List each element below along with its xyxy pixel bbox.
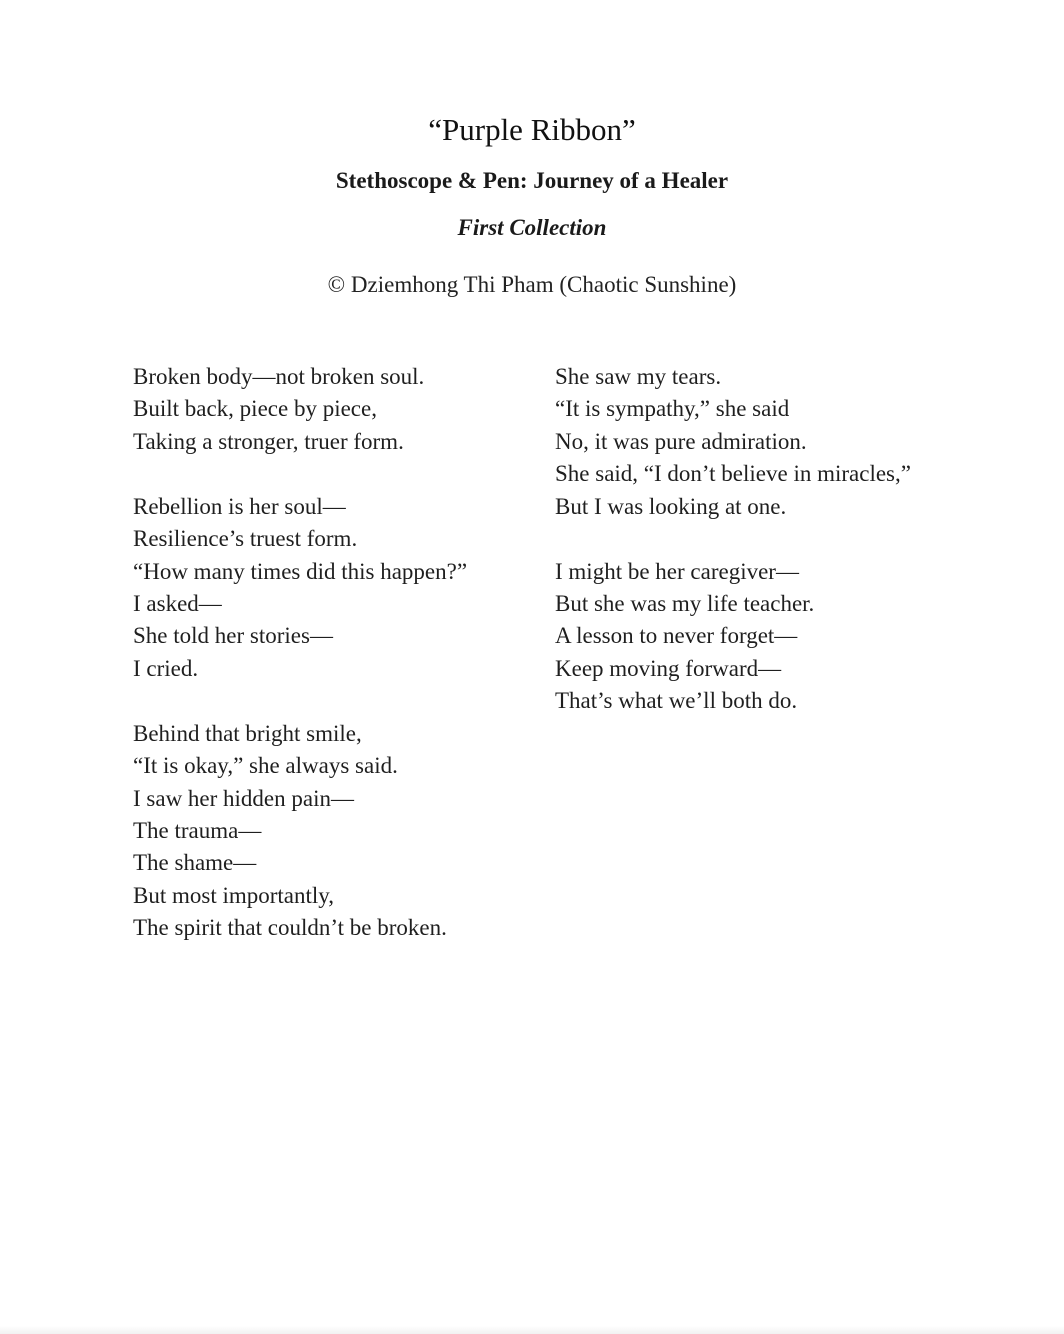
poem-column-right [555,361,975,718]
stanza [133,718,533,945]
poem-line: She said, “I don’t believe in miracles,” [555,461,911,487]
poem-line: I asked— [133,591,222,617]
poem-line: But I was looking at one. [555,493,787,519]
poem-line: Resilience’s truest form. [133,526,358,552]
stanza [555,361,975,523]
poem-line: “How many times did this happen?” [133,558,468,584]
poem-line: Built back, piece by piece, [133,396,377,422]
poem-line: The spirit that couldn’t be broken. [133,915,447,941]
poem-line: Rebellion is her soul— [133,493,346,519]
poem-line: I saw her hidden pain— [133,785,354,811]
stanza [555,556,975,718]
collection-label: First Collection [457,215,607,240]
poem-line: Keep moving forward— [555,655,782,681]
poem-line: That’s what we’ll both do. [555,688,798,714]
poem-line: A lesson to never forget— [555,623,798,649]
poem-line: No, it was pure admiration. [555,428,807,454]
stanza [133,491,533,685]
copyright-line: © Dziemhong Thi Pham (Chaotic Sunshine) [327,272,737,297]
poem-line: Broken body—not broken soul. [133,364,425,389]
poem-line: Taking a stronger, truer form. [133,428,404,454]
poem-line: “It is sympathy,” she said [555,396,790,422]
poem-line: She told her stories— [133,623,333,649]
page-bottom-edge [0,1326,1064,1334]
stanza [133,361,533,458]
poem-line: The trauma— [133,818,262,844]
poem-line: She saw my tears. [555,364,722,389]
poem-line: Behind that bright smile, [133,720,362,746]
poem-column-left [133,361,533,945]
poem-line: The shame— [133,850,257,876]
poem-line: I might be her caregiver— [555,558,799,584]
poem-line: “It is okay,” she always said. [133,753,398,779]
poem-line: But she was my life teacher. [555,591,815,617]
poem-line: But most importantly, [133,882,335,908]
poem-title: “Purple Ribbon” [428,112,636,147]
poem-line: I cried. [133,655,199,681]
book-subtitle: Stethoscope & Pen: Journey of a Healer [335,168,729,193]
